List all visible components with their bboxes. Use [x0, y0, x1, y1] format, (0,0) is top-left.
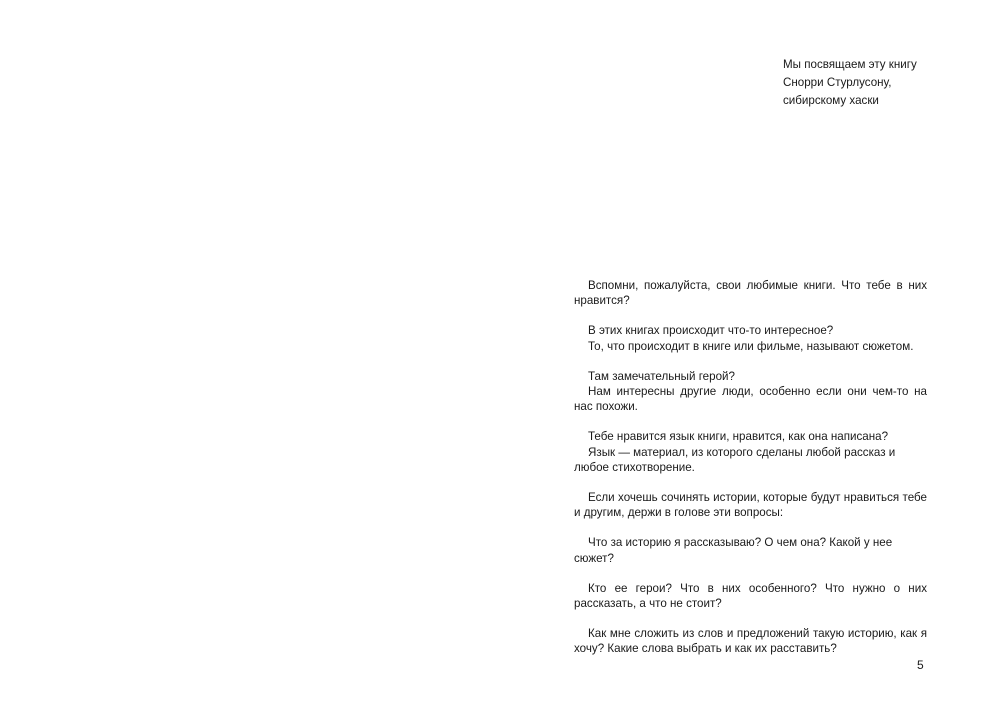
dedication-line: Снорри Стурлусону,	[783, 76, 892, 89]
paragraph: Язык — материал, из которого сделаны любой рассказ и любое стихотворение.	[574, 445, 896, 474]
body-text	[574, 278, 927, 657]
paragraph: Если хочешь сочинять истории, которые будут нравиться тебе и другим, держи в голове эти вопросы:	[574, 491, 927, 520]
paragraph: Кто ее герои? Что в них особенного? Что нужно о них рассказать, а что не стоит?	[574, 581, 927, 611]
paragraph: Там замечательный герой?	[588, 369, 735, 383]
paragraph: То, что происходит в книге или фильме, называют сюжетом.	[588, 339, 914, 353]
paragraph: Нам интересны другие люди, особенно если они чем-то на нас похожи.	[574, 385, 927, 414]
paragraph: Вспомни, пожалуйста, свои любимые книги. Что тебе в них нравится?	[574, 279, 927, 308]
dedication-line: Мы посвящаем эту книгу	[783, 58, 917, 71]
dedication	[783, 56, 973, 110]
paragraph: Что за историю я рассказываю? О чем она? Какой у нее сюжет?	[574, 536, 893, 565]
paragraph: Тебе нравится язык книги, нравится, как она написана?	[588, 430, 889, 444]
paragraph: Как мне сложить из слов и предложений такую историю, как я хочу? Какие слова выбрать и как их расставить?	[574, 627, 927, 656]
dedication-line: сибирскому хаски	[783, 94, 879, 107]
page-number: 5	[917, 658, 924, 672]
paragraph: В этих книгах происходит что-то интересное?	[588, 324, 834, 338]
